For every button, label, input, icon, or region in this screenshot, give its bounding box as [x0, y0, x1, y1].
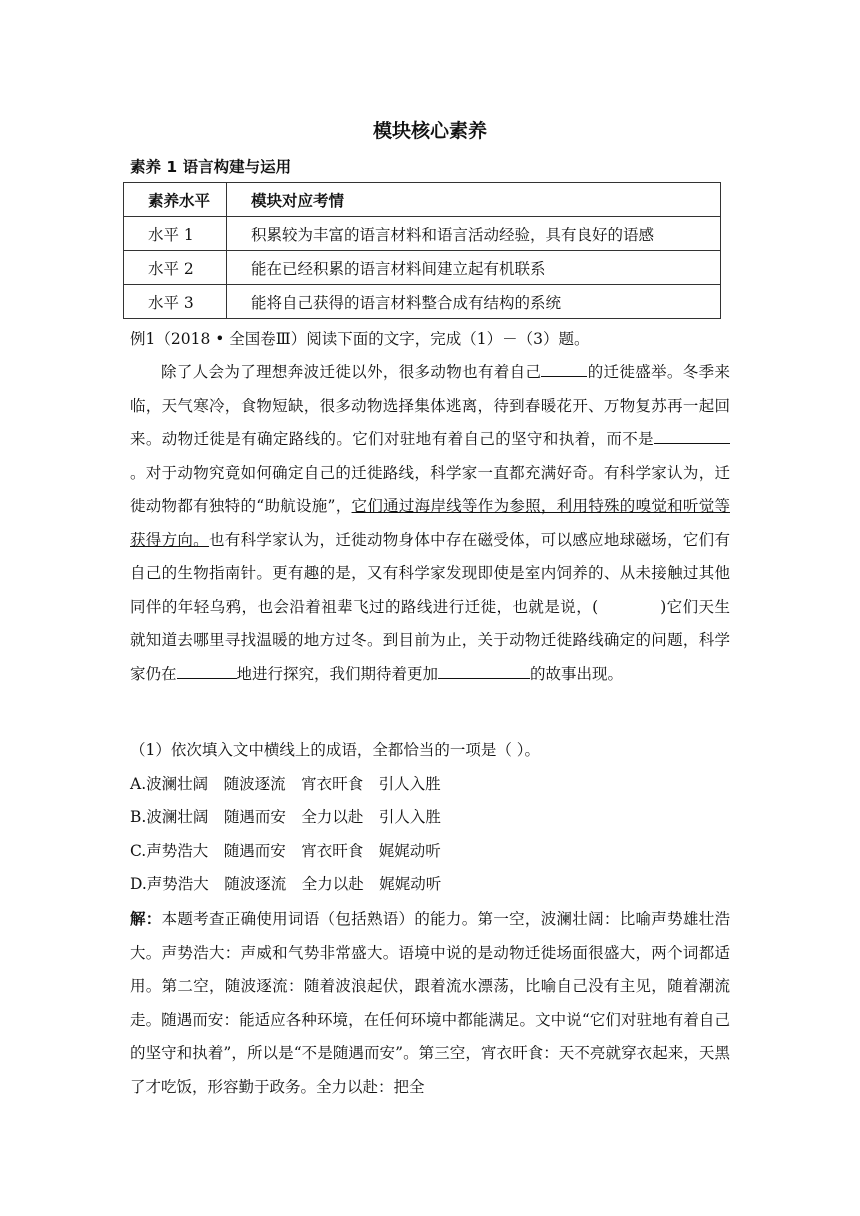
question-block — [130, 734, 730, 902]
fill-blank — [654, 428, 730, 445]
table-row — [124, 285, 721, 319]
competency-table — [123, 182, 721, 319]
passage-text: 除了人会为了理想奔波迁徙以外，很多动物也有着自己 — [161, 363, 542, 381]
table-header-desc: 模块对应考情 — [227, 183, 721, 217]
passage-text: 也有科学家认为，迁徙动物身体中存在磁受体，可以感应地球磁场，它们有自己的生物指南针。更有趣的是，又有科学家发现即使是室内饲养的、从未接触过其他同伴的年轻乌鸦，也会沿着祖辈飞过的路线进行迁徙，也就是说，( — [130, 530, 730, 616]
table-row — [124, 251, 721, 285]
table-cell-desc: 能在已经积累的语言材料间建立起有机联系 — [227, 251, 721, 285]
analysis-label: 解： — [130, 909, 162, 928]
passage-text: 的迁徙盛举。冬季来临，天气寒冷，食物短缺，很多动物选择集体逃离，待到春暖花开、万物复苏再一起回来。动物迁徙是有确定路线的。它们对驻地有着自己的坚守和执着，而不是 — [130, 363, 730, 448]
reading-passage — [130, 356, 730, 691]
passage-text: 的故事出现。 — [530, 664, 624, 683]
passage-text: 。对于动物究竟如何确定自己的迁徙路线，科学家一直都充满好奇。有科学家认为，迁徙动物都有独特的“助航设施”， — [130, 463, 730, 515]
fill-blank — [438, 662, 530, 679]
analysis-block — [130, 902, 730, 1104]
passage-paragraph — [130, 356, 730, 691]
passage-text: 地进行探究，我们期待着更加 — [236, 664, 439, 683]
underlined-sentence: 它们通过海岸线等作为参照，利用特殊的嗅觉和听觉等获得方向。 — [130, 497, 730, 549]
table-row — [124, 217, 721, 251]
option-d: D.声势浩大 随波逐流 全力以赴 娓娓动听 — [130, 875, 442, 893]
fill-blank — [541, 361, 587, 378]
table-cell-level: 水平 1 — [124, 217, 227, 251]
page-title: 模块核心素养 — [372, 120, 487, 142]
table-cell-level: 水平 3 — [124, 285, 227, 319]
option-c: C.声势浩大 随遇而安 宵衣旰食 娓娓动听 — [130, 841, 441, 860]
analysis-text: 本题考查正确使用词语（包括熟语）的能力。第一空，波澜壮阔：比喻声势雄壮浩大。声势浩大：声威和气势非常盛大。语境中说的是动物迁徙场面很盛大，两个词都适用。第二空，随波逐流：随着波浪起伏，跟着流水漂荡，比喻自己没有主见，随着潮流走。随遇而安：能适应各种环境，在任何环境中都能满足。文中说“它们对驻地有着自己的坚守和执着”，所以是“不是随遇而安”。第三空，宵衣旰食：天不亮就穿衣起来，天黑了才吃饭，形容勤于政务。全力以赴：把全 — [130, 910, 730, 1096]
question-stem: （1）依次填入文中横线上的成语，全都恰当的一项是（ ）。 — [130, 741, 541, 759]
example-heading: 例1（2018 • 全国卷Ⅲ）阅读下面的文字，完成（1）－（3）题。 — [130, 330, 590, 348]
table-header-level: 素养水平 — [124, 183, 227, 217]
option-b: B.波澜壮阔 随遇而安 全力以赴 引人入胜 — [130, 808, 441, 826]
option-a: A.波澜壮阔 随波逐流 宵衣旰食 引人入胜 — [130, 774, 441, 793]
fill-blank — [177, 662, 237, 679]
table-cell-desc: 能将自己获得的语言材料整合成有结构的系统 — [227, 285, 721, 319]
table-cell-level: 水平 2 — [124, 251, 227, 285]
analysis-paragraph — [130, 902, 730, 1104]
passage-text: )它们天生就知道去哪里寻找温暖的地方过冬。到目前为止，关于动物迁徙路线确定的问题，科学家仍在 — [130, 597, 730, 683]
section-heading: 素养 1 语言构建与运用 — [130, 158, 292, 176]
table-cell-desc: 积累较为丰富的语言材料和语言活动经验，具有良好的语感 — [227, 217, 721, 251]
table-header-row — [124, 183, 721, 217]
